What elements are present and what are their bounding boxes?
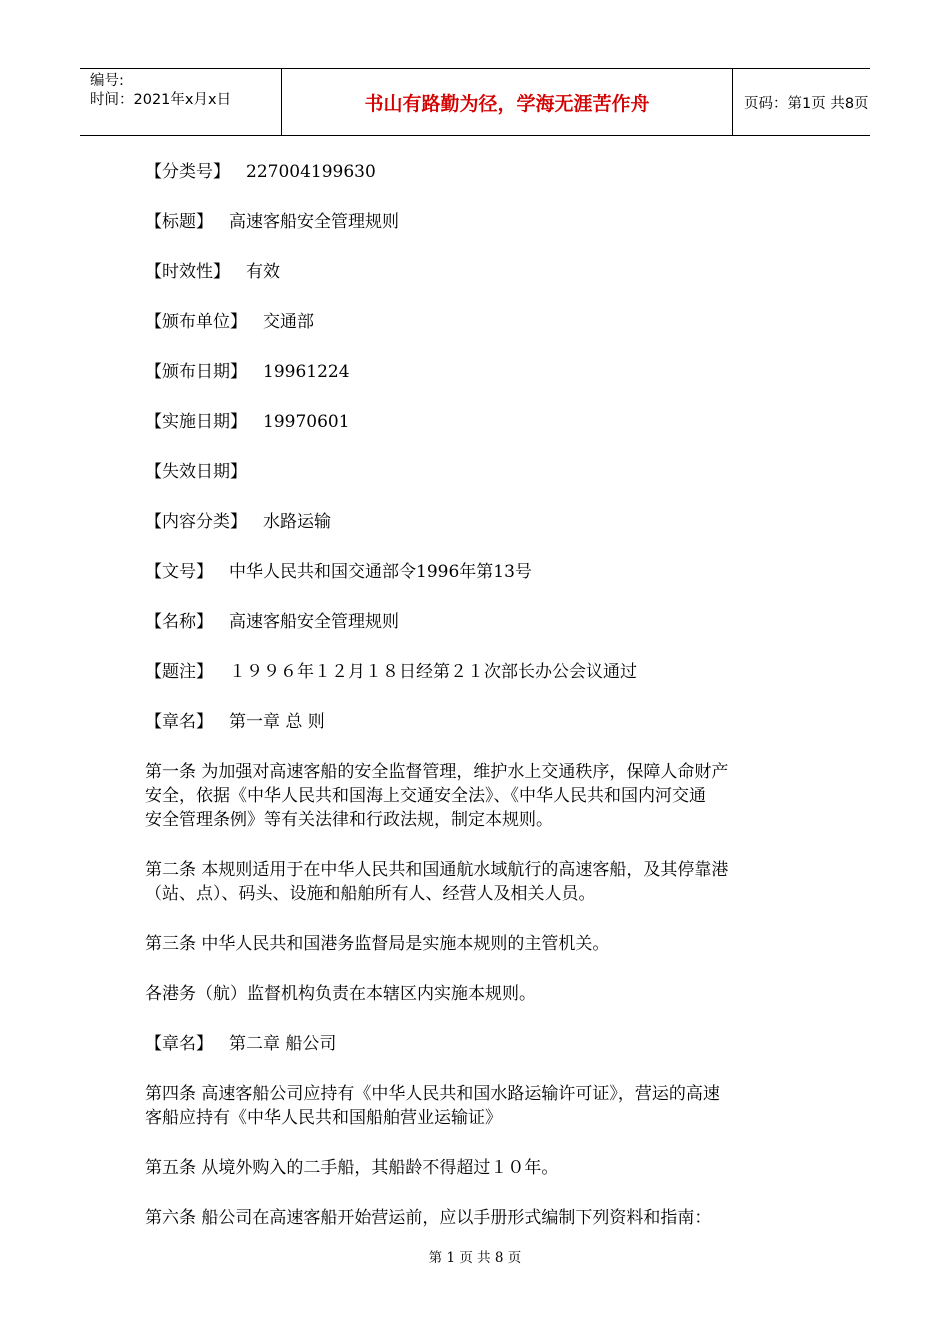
field-validity: 【时效性】 有效 (145, 262, 280, 282)
field-chapter-name: 【章名】 第一章 总 则 (145, 712, 325, 732)
article-3: 第三条 中华人民共和国港务监督局是实施本规则的主管机关。 (145, 934, 610, 954)
document-number-label: 编号: (90, 73, 124, 89)
page-footer: 第 1 页 共 8 页 (428, 1250, 522, 1266)
article-3-supplement: 各港务（航）监督机构负责在本辖区内实施本规则。 (145, 984, 536, 1004)
article-1: 第一条 为加强对高速客船的安全监督管理，维护水上交通秩序，保障人命财产 安全，依据《中华人民共和国海上交通安全法》、《中华人民共和国内河交通 安全管理条例》等有关法律和行政法规，制定本规则。 (145, 762, 729, 830)
article-2: 第二条 本规则适用于在中华人民共和国通航水域航行的高速客船，及其停靠港 （站、点）、码头、设施和船舶所有人、经营人及相关人员。 (145, 860, 729, 904)
field-expiry-date: 【失效日期】 (145, 462, 247, 482)
field-name: 【名称】 高速客船安全管理规则 (145, 612, 399, 632)
article-6: 第六条 船公司在高速客船开始营运前，应以手册形式编制下列资料和指南： (145, 1208, 712, 1228)
field-content-category: 【内容分类】 水路运输 (145, 512, 331, 532)
field-issue-date: 【颁布日期】 19961224 (145, 362, 350, 382)
page-header (80, 68, 870, 136)
field-note: 【题注】 １９９６年１２月１８日经第２１次部长办公会议通过 (145, 662, 637, 682)
header-motto: 书山有路勤为径，学海无涯苦作舟 (281, 69, 733, 135)
header-page-code: 页码：第1页 共8页 (744, 95, 869, 112)
field-classification-number: 【分类号】 227004199630 (145, 162, 376, 182)
article-5: 第五条 从境外购入的二手船，其船龄不得超过１０年。 (145, 1158, 559, 1178)
header-info (80, 69, 281, 135)
field-document-number: 【文号】 中华人民共和国交通部令1996年第13号 (145, 562, 532, 582)
field-issuing-unit: 【颁布单位】 交通部 (145, 312, 314, 332)
article-4: 第四条 高速客船公司应持有《中华人民共和国水路运输许可证》，营运的高速 客船应持有《中华人民共和国船舶营业运输证》 (145, 1084, 720, 1128)
document-time-label: 时间：2021年x月x日 (90, 92, 232, 108)
field-effective-date: 【实施日期】 19970601 (145, 412, 350, 432)
field-title: 【标题】 高速客船安全管理规则 (145, 212, 399, 232)
field-chapter-name-2: 【章名】 第二章 船公司 (145, 1034, 337, 1054)
document-body (145, 160, 825, 1256)
